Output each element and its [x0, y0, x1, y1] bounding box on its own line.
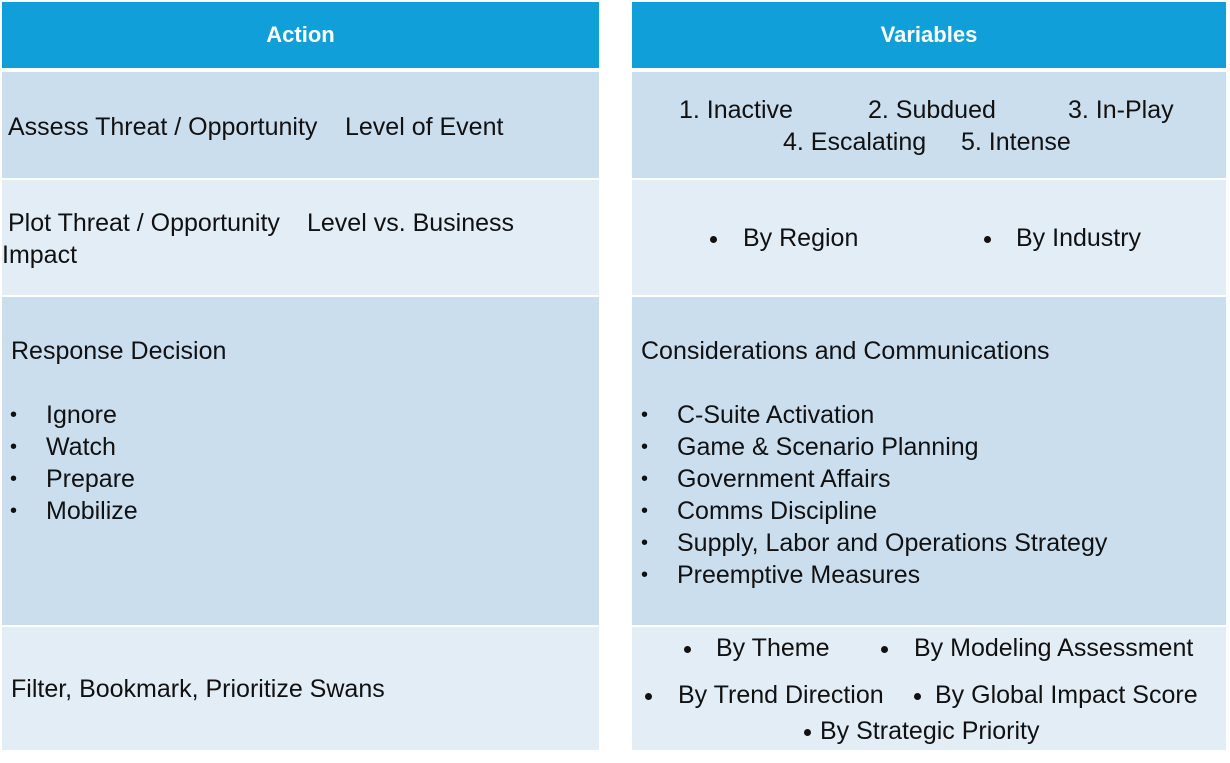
- level-subdued: 2. Subdued: [868, 96, 996, 124]
- filter-bookmark-title: Filter, Bookmark, Prioritize Swans: [11, 675, 385, 703]
- bullet-icon: •: [641, 436, 649, 458]
- bullet-icon: •: [641, 532, 649, 554]
- variable-by-strategic-priority: By Strategic Priority: [820, 717, 1040, 745]
- row1-action-text-a: Assess Threat / Opportunity: [8, 113, 318, 141]
- bullet-icon: [710, 222, 717, 254]
- bullet-icon: [804, 715, 811, 747]
- bullet-icon: •: [641, 500, 649, 522]
- response-decision-title: Response Decision: [11, 337, 227, 365]
- header-variables: [632, 2, 1226, 68]
- row4-variables-cell: [632, 627, 1226, 750]
- level-escalating: 4. Escalating: [783, 128, 927, 156]
- row2-action-text-b: Level vs. Business: [307, 209, 515, 237]
- row2-action-cell: [2, 180, 599, 295]
- row1-action-text-b: Level of Event: [345, 113, 504, 141]
- bullet-icon: •: [10, 436, 18, 458]
- header-action: [2, 2, 599, 68]
- variable-by-trend-direction: By Trend Direction: [678, 681, 884, 709]
- bullet-icon: [881, 632, 888, 664]
- bullet-icon: [914, 679, 921, 711]
- level-in-play: 3. In-Play: [1068, 96, 1174, 124]
- row3-action-cell: Response Decision • Ignore • Watch • Prepare • Mobilize: [2, 297, 599, 625]
- row2-action-text-a: Plot Threat / Opportunity: [8, 209, 280, 237]
- bullet-icon: [684, 632, 691, 664]
- variable-by-region: By Region: [743, 224, 859, 252]
- variable-by-theme: By Theme: [716, 634, 830, 662]
- bullet-icon: •: [641, 564, 649, 586]
- bullet-icon: •: [10, 404, 18, 426]
- header-action-label: Action: [266, 22, 335, 47]
- level-intense: 5. Intense: [961, 128, 1071, 156]
- considerations-title: Considerations and Communications: [641, 337, 1050, 365]
- row2-action-text-c: Impact: [2, 241, 78, 269]
- row3-variables-cell: Considerations and Communications • C-Suite Activation • Game & Scenario Planning • Government Affairs • Comms Discipline • Supply, Labor and Operations Strategy • Preemptive Measures: [632, 297, 1226, 625]
- row1-action-cell: [2, 72, 599, 178]
- bullet-icon: [984, 222, 991, 254]
- bullet-icon: •: [10, 468, 18, 490]
- row4-action-cell: [2, 627, 599, 750]
- bullet-icon: •: [641, 468, 649, 490]
- bullet-icon: [645, 679, 652, 711]
- row2-variables-cell: [632, 180, 1226, 295]
- header-variables-label: Variables: [880, 22, 978, 47]
- bullet-icon: •: [641, 404, 649, 426]
- variable-by-modeling-assessment: By Modeling Assessment: [914, 634, 1194, 662]
- variable-by-industry: By Industry: [1016, 224, 1142, 252]
- bullet-icon: •: [10, 500, 18, 522]
- row1-variables-cell: [632, 72, 1226, 178]
- variable-by-global-impact-score: By Global Impact Score: [935, 681, 1198, 709]
- level-inactive: 1. Inactive: [679, 96, 793, 124]
